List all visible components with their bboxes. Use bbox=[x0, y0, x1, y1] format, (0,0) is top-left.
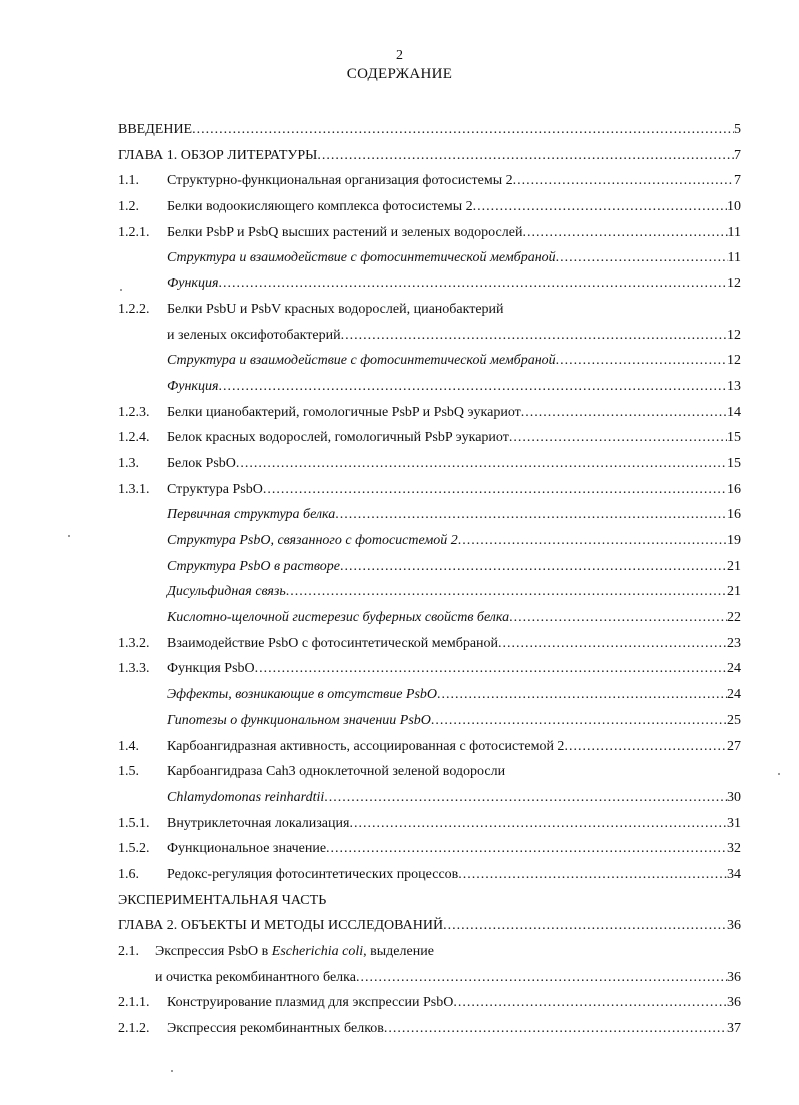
toc-entry-label: Функция bbox=[167, 276, 219, 292]
toc-entry-page: 11 bbox=[727, 224, 741, 240]
toc-entry-number: 1.6. bbox=[118, 866, 139, 882]
toc-entry-page: 21 bbox=[727, 584, 741, 600]
toc-entry-label: Белки PsbU и PsbV красных водорослей, цианобактерий bbox=[167, 301, 504, 317]
toc-leader-dots bbox=[341, 323, 727, 349]
toc-entry-label: Chlamydomonas reinhardtii bbox=[167, 789, 325, 805]
toc-entry-label: Структурно-функциональная организация фотосистемы 2 bbox=[167, 173, 513, 189]
toc-entry-page: 34 bbox=[727, 866, 741, 882]
toc-entry-number: 1.2. bbox=[118, 199, 139, 215]
toc-leader-dots bbox=[236, 451, 727, 477]
toc-entry-page: 7 bbox=[734, 173, 741, 189]
toc-leader-dots bbox=[458, 528, 727, 554]
toc-entry-page: 22 bbox=[727, 610, 741, 626]
toc-entry bbox=[0, 605, 799, 631]
toc-leader-dots bbox=[473, 194, 727, 220]
toc-entry-page: 12 bbox=[727, 276, 741, 292]
toc-entry bbox=[0, 143, 799, 169]
toc-leader-dots bbox=[349, 811, 727, 837]
toc-entry-page: 30 bbox=[727, 789, 741, 805]
toc-entry-label: Структура PsbO в растворе bbox=[167, 558, 340, 574]
toc-entry-page: 16 bbox=[727, 507, 741, 523]
toc-entry-label: Функциональное значение bbox=[167, 841, 327, 857]
toc-entry-number: 2.1. bbox=[118, 944, 139, 959]
toc-leader-dots bbox=[458, 862, 727, 888]
toc-leader-dots bbox=[286, 579, 727, 605]
toc-entry-label: Кислотно-щелочной гистерезис буферных свойств белка bbox=[167, 610, 510, 626]
toc-entry-label: и зеленых оксифотобактерий bbox=[167, 327, 341, 343]
toc-entry-number: 1.1. bbox=[118, 173, 139, 189]
toc-entry-label: Взаимодействие PsbO с фотосинтетической мембраной bbox=[167, 635, 499, 651]
toc-entry-label: Первичная структура белка bbox=[167, 507, 336, 523]
toc-entry-label: Белки водоокисляющего комплекса фотосистемы 2 bbox=[167, 199, 473, 215]
toc-entry-page: 13 bbox=[727, 378, 741, 394]
toc-entry-label: ВВЕДЕНИЕ bbox=[118, 122, 193, 137]
toc-entry-label: ЭКСПЕРИМЕНТАЛЬНАЯ ЧАСТЬ bbox=[118, 892, 327, 908]
toc-entry-number: 1.5. bbox=[118, 764, 139, 780]
toc-entry-page: 36 bbox=[727, 918, 741, 934]
toc-leader-dots bbox=[324, 785, 727, 811]
toc-leader-dots bbox=[255, 656, 727, 682]
toc-entry-page: 15 bbox=[727, 430, 741, 446]
toc-leader-dots bbox=[556, 348, 727, 374]
toc-leader-dots bbox=[564, 734, 727, 760]
toc-entry-number: 1.3.3. bbox=[118, 661, 150, 677]
table-of-contents bbox=[0, 117, 799, 1042]
toc-entry bbox=[0, 502, 799, 528]
scan-speck bbox=[120, 289, 122, 291]
toc-leader-dots bbox=[431, 708, 727, 734]
toc-leader-dots bbox=[218, 374, 727, 400]
toc-entry-label: Структура и взаимодействие с фотосинтетической мембраной bbox=[167, 353, 556, 369]
toc-entry bbox=[0, 168, 799, 194]
toc-entry-number: 1.5.1. bbox=[118, 815, 150, 831]
toc-entry bbox=[0, 888, 799, 914]
toc-entry bbox=[0, 708, 799, 734]
toc-entry-label: Структура PsbO bbox=[167, 481, 263, 497]
toc-entry bbox=[0, 631, 799, 657]
toc-entry-number: 1.3.2. bbox=[118, 635, 150, 651]
toc-leader-dots bbox=[218, 271, 727, 297]
toc-leader-dots bbox=[556, 245, 728, 271]
toc-entry bbox=[0, 425, 799, 451]
toc-entry-label: ГЛАВА 1. ОБЗОР ЛИТЕРАТУРЫ bbox=[118, 147, 318, 163]
toc-leader-dots bbox=[437, 682, 727, 708]
toc-entry bbox=[0, 323, 799, 349]
toc-entry-page: 31 bbox=[727, 815, 741, 831]
toc-entry-label: Функция bbox=[167, 378, 219, 394]
toc-entry bbox=[0, 656, 799, 682]
scan-speck bbox=[68, 535, 70, 537]
toc-entry-page: 23 bbox=[727, 635, 741, 651]
toc-entry-page: 7 bbox=[734, 147, 741, 163]
toc-entry-label: Структура и взаимодействие с фотосинтетической мембраной bbox=[167, 250, 556, 266]
toc-entry-page: 10 bbox=[727, 199, 741, 215]
page-title: СОДЕРЖАНИЕ bbox=[346, 66, 453, 82]
scan-speck bbox=[778, 773, 780, 775]
toc-entry bbox=[0, 811, 799, 837]
toc-entry-label: Белок красных водорослей, гомологичный PsbP эукариот bbox=[167, 430, 509, 446]
toc-entry-page: 37 bbox=[727, 1021, 741, 1037]
toc-leader-dots bbox=[513, 168, 734, 194]
toc-entry-label: Карбоангидразная активность, ассоциированная с фотосистемой 2 bbox=[167, 738, 565, 754]
toc-entry-number: 1.5.2. bbox=[118, 841, 150, 857]
toc-entry bbox=[0, 271, 799, 297]
toc-entry-label: Редокс-регуляция фотосинтетических процессов bbox=[167, 866, 459, 882]
toc-leader-dots bbox=[335, 502, 727, 528]
toc-entry-label: Белок PsbO bbox=[167, 455, 236, 471]
toc-entry-label: Конструирование плазмид для экспрессии PsbO bbox=[167, 995, 454, 1011]
toc-entry-page: 24 bbox=[727, 661, 741, 677]
toc-entry-page: 12 bbox=[727, 327, 741, 343]
toc-entry-page: 36 bbox=[727, 995, 741, 1011]
toc-entry bbox=[0, 477, 799, 503]
scan-speck bbox=[171, 1070, 173, 1072]
toc-leader-dots bbox=[356, 965, 727, 991]
toc-entry-page: 27 bbox=[727, 738, 741, 754]
toc-entry-number: 1.2.2. bbox=[118, 301, 150, 317]
toc-entry-label: Дисульфидная связь bbox=[167, 584, 286, 600]
toc-leader-dots bbox=[340, 554, 727, 580]
toc-entry bbox=[0, 579, 799, 605]
toc-entry-page: 24 bbox=[727, 687, 741, 703]
toc-leader-dots bbox=[453, 990, 727, 1016]
toc-entry bbox=[0, 245, 799, 271]
toc-entry bbox=[0, 734, 799, 760]
toc-entry-label: Экспрессия рекомбинантных белков bbox=[167, 1021, 384, 1037]
toc-entry-label-part: , выделение bbox=[363, 944, 434, 959]
toc-entry-number: 1.2.1. bbox=[118, 224, 150, 240]
toc-entry bbox=[0, 400, 799, 426]
toc-entry bbox=[0, 554, 799, 580]
toc-entry bbox=[0, 965, 799, 991]
toc-entry-number: 1.3.1. bbox=[118, 481, 150, 497]
toc-leader-dots bbox=[522, 220, 727, 246]
toc-entry-label-part: Экспрессия PsbO в bbox=[155, 944, 272, 959]
toc-entry-label bbox=[155, 939, 434, 965]
toc-entry-label: Эффекты, возникающие в отсутствие PsbO bbox=[167, 687, 438, 703]
toc-entry-label: Структура PsbO, связанного с фотосистемой 2 bbox=[167, 533, 458, 548]
page-number: 2 bbox=[396, 48, 403, 63]
toc-entry-number: 1.2.3. bbox=[118, 404, 150, 420]
toc-leader-dots bbox=[498, 631, 727, 657]
toc-entry-page: 14 bbox=[727, 404, 741, 420]
toc-entry-page: 36 bbox=[727, 969, 741, 985]
toc-entry-label: Функция PsbO bbox=[167, 661, 255, 677]
toc-entry-page: 15 bbox=[727, 455, 741, 471]
toc-entry bbox=[0, 1016, 799, 1042]
toc-leader-dots bbox=[509, 605, 727, 631]
toc-entry-label-italic: Escherichia coli bbox=[271, 944, 364, 959]
toc-entry bbox=[0, 939, 799, 965]
toc-entry-number: 1.3. bbox=[118, 455, 139, 471]
toc-entry-page: 32 bbox=[727, 841, 741, 857]
toc-entry-page: 16 bbox=[727, 481, 741, 497]
toc-entry bbox=[0, 759, 799, 785]
toc-entry bbox=[0, 862, 799, 888]
toc-entry-label: Белки цианобактерий, гомологичные PsbP и PsbQ эукариот bbox=[167, 404, 521, 420]
toc-entry bbox=[0, 297, 799, 323]
toc-entry bbox=[0, 785, 799, 811]
toc-entry-number: 2.1.2. bbox=[118, 1021, 150, 1037]
toc-leader-dots bbox=[443, 913, 727, 939]
toc-leader-dots bbox=[317, 143, 734, 169]
toc-leader-dots bbox=[192, 117, 734, 143]
toc-entry-number: 1.4. bbox=[118, 738, 139, 754]
toc-entry bbox=[0, 117, 799, 143]
toc-entry-page: 5 bbox=[734, 122, 741, 137]
toc-leader-dots bbox=[509, 425, 727, 451]
toc-entry-label: Белки PsbP и PsbQ высших растений и зеленых водорослей bbox=[167, 224, 523, 240]
toc-entry bbox=[0, 194, 799, 220]
toc-entry bbox=[0, 913, 799, 939]
toc-entry-label: Карбоангидраза Cah3 одноклеточной зеленой водоросли bbox=[167, 764, 506, 780]
toc-entry bbox=[0, 348, 799, 374]
toc-entry bbox=[0, 836, 799, 862]
toc-entry-page: 21 bbox=[727, 558, 741, 574]
toc-leader-dots bbox=[263, 477, 727, 503]
toc-leader-dots bbox=[326, 836, 727, 862]
toc-entry-label: и очистка рекомбинантного белка bbox=[155, 969, 356, 985]
toc-entry bbox=[0, 682, 799, 708]
toc-entry bbox=[0, 528, 799, 554]
toc-entry-page: 25 bbox=[727, 712, 741, 728]
toc-entry bbox=[0, 451, 799, 477]
toc-entry-page: 11 bbox=[727, 250, 741, 266]
toc-entry-label: ГЛАВА 2. ОБЪЕКТЫ И МЕТОДЫ ИССЛЕДОВАНИЙ bbox=[118, 918, 444, 934]
toc-entry-number: 2.1.1. bbox=[118, 995, 150, 1011]
toc-leader-dots bbox=[521, 400, 727, 426]
toc-entry-number: 1.2.4. bbox=[118, 430, 150, 446]
toc-entry-page: 19 bbox=[727, 533, 741, 548]
toc-entry bbox=[0, 374, 799, 400]
toc-leader-dots bbox=[384, 1016, 727, 1042]
toc-entry bbox=[0, 990, 799, 1016]
toc-entry bbox=[0, 220, 799, 246]
toc-entry-label: Гипотезы о функциональном значении PsbO bbox=[167, 712, 431, 728]
toc-entry-label: Внутриклеточная локализация bbox=[167, 815, 350, 831]
toc-entry-page: 12 bbox=[727, 353, 741, 369]
